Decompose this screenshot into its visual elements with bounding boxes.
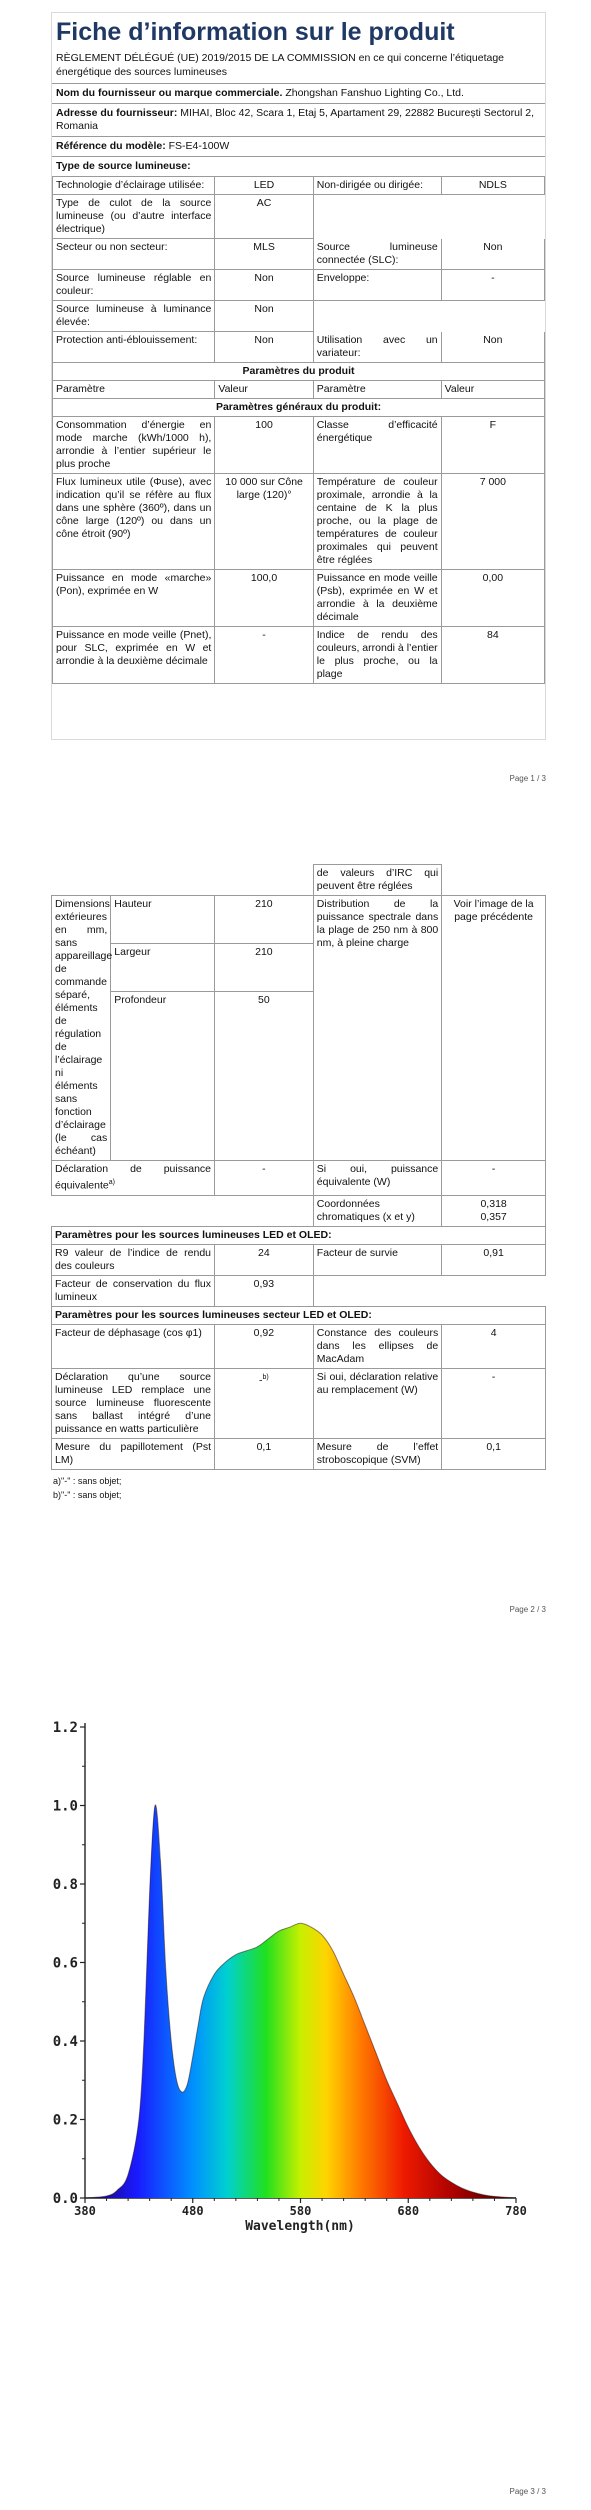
cell-value: 0,00: [441, 570, 544, 627]
y-tick-label: 1.2: [52, 1720, 78, 1736]
table-row: [53, 570, 545, 627]
cell-label: Classe d’efficacité énergétique: [313, 417, 441, 474]
cell-label: Source lumineuse réglable en couleur:: [53, 270, 215, 301]
cell-label: Puissance en mode «marche» (Pon), exprimée en W: [53, 570, 215, 627]
dimension-depth-label: Profondeur: [111, 992, 215, 1161]
supplier-name-row: [52, 83, 545, 103]
cell-empty: [52, 1195, 314, 1226]
y-tick-label: 0.6: [52, 1955, 78, 1972]
supplier-address-row: [52, 103, 545, 136]
model-label: Référence du modèle:: [56, 140, 166, 152]
equivalent-power-if-value: -: [442, 1161, 546, 1196]
replacement-value-text: -: [259, 1374, 263, 1386]
cell-value: 7 000: [441, 474, 544, 570]
cell-label: Enveloppe:: [313, 270, 441, 301]
y-ticks: [53, 1720, 85, 2207]
dimension-height-label: Hauteur: [111, 896, 215, 944]
x-tick-label: 380: [74, 2204, 96, 2218]
y-tick-label: 0.4: [52, 2034, 78, 2050]
power-factor-label: Facteur de déphasage (cos φ1): [52, 1324, 215, 1368]
page-number: Page 2 / 3: [509, 1605, 546, 1614]
flicker-label: Mesure du papillotement (Pst LM): [52, 1438, 215, 1469]
cell-empty: [52, 865, 314, 896]
chromaticity-y: 0,357: [480, 1210, 507, 1223]
cell-value: 100: [215, 417, 313, 474]
equivalent-power-value: -: [215, 1161, 314, 1196]
flicker-value: 0,1: [215, 1438, 314, 1469]
table-row: [52, 896, 546, 944]
cell-value: NDLS: [441, 177, 544, 195]
mains-params-header: Paramètres pour les sources lumineuses secteur LED et OLED:: [52, 1306, 546, 1324]
dimensions-label: Dimensions extérieures en mm, sans appareillage de commande séparé, éléments de régulation de l’éclairage ni éléments sans fonction d’éclairage (le cas échéant): [52, 896, 111, 1161]
cell-empty: [442, 865, 546, 896]
chromaticity-value: [442, 1195, 546, 1226]
footnote-b: b)"-" : sans objet;: [53, 1489, 122, 1500]
source-type-header: Type de source lumineuse:: [52, 156, 545, 176]
table-row: [53, 301, 545, 332]
dimension-height-value: 210: [215, 896, 314, 944]
flux-maintenance-label: Facteur de conservation du flux lumineux: [52, 1275, 215, 1306]
column-header-param: Paramètre: [313, 381, 441, 399]
page-number: Page 1 / 3: [509, 774, 546, 783]
equivalent-power-label: [52, 1161, 215, 1196]
cri-continued: de valeurs d’IRC qui peuvent être réglées: [313, 865, 441, 896]
cell-value: Non: [215, 301, 313, 332]
footnote-ref-b: b): [262, 1373, 269, 1381]
flux-maintenance-value: 0,93: [215, 1275, 314, 1306]
model-value: FS-E4-100W: [168, 140, 230, 152]
replacement-value: [215, 1368, 314, 1438]
x-axis-label: Wavelength(nm): [245, 2219, 355, 2234]
r9-label: R9 valeur de l’indice de rendu des couleurs: [52, 1244, 215, 1275]
table-row: [53, 239, 545, 270]
cell-label: Non-dirigée ou dirigée:: [313, 177, 441, 195]
table-row: [53, 399, 545, 417]
table-row: [53, 417, 545, 474]
table-row: [53, 270, 545, 301]
survival-factor-value: 0,91: [442, 1244, 546, 1275]
spectral-distribution-label: Distribution de la puissance spectrale dans la plage de 250 nm à 800 nm, à pleine charge: [313, 896, 441, 1161]
product-information-sheet: [51, 12, 546, 740]
column-header-value: Valeur: [441, 381, 544, 399]
dimension-depth-value: 50: [215, 992, 314, 1161]
table-row: [52, 1195, 546, 1226]
y-tick-label: 0.2: [52, 2112, 78, 2129]
product-information-sheet-continued: [51, 864, 546, 1500]
equivalent-power-if-label: Si oui, puissance équivalente (W): [313, 1161, 441, 1196]
params-header: Paramètres du produit: [53, 363, 545, 381]
cell-value: 10 000 sur Cône large (120)°: [215, 474, 313, 570]
stroboscopic-label: Mesure de l’effet stroboscopique (SVM): [313, 1438, 441, 1469]
general-params-header: Paramètres généraux du produit:: [53, 399, 545, 417]
params-table-continued: [51, 864, 546, 1470]
dimension-width-label: Largeur: [111, 944, 215, 992]
macadam-label: Constance des couleurs dans les ellipses de MacAdam: [313, 1324, 441, 1368]
table-row: [53, 627, 545, 684]
y-tick-label: 1.0: [52, 1798, 78, 1815]
cell-value: 84: [441, 627, 544, 684]
cell-label: Consommation d’énergie en mode marche (kWh/1000 h), arrondie à l’entier supérieur le plus proche: [53, 417, 215, 474]
led-params-header: Paramètres pour les sources lumineuses LED et OLED:: [52, 1226, 546, 1244]
cell-empty: [313, 195, 544, 239]
y-tick-label: 0.0: [52, 2191, 78, 2207]
spectral-distribution-chart: [0, 1665, 591, 2465]
cell-label: Source lumineuse connectée (SLC):: [313, 239, 441, 270]
dimension-width-value: 210: [215, 944, 314, 992]
table-row: [52, 1244, 546, 1275]
cell-value: Non: [441, 332, 544, 363]
table-header-row: [53, 381, 545, 399]
cell-label: Flux lumineux utile (Φuse), avec indication qu’il se réfère au flux dans une sphère (360º), dans un cône large (120º) ou dans un cône étroit (90º): [53, 474, 215, 570]
x-ticks: [74, 2198, 527, 2218]
cell-label: Puissance en mode veille (Pnet), pour SLC, exprimée en W et arrondie à la deuxième décimale: [53, 627, 215, 684]
table-row: [52, 865, 546, 896]
cell-empty: [313, 1275, 545, 1306]
page-title: Fiche d’information sur le produit: [56, 18, 455, 46]
cell-label: Technologie d’éclairage utilisée:: [53, 177, 215, 195]
cell-label: Puissance en mode veille (Psb), exprimée en W et arrondie à la deuxième décimale: [313, 570, 441, 627]
r9-value: 24: [215, 1244, 314, 1275]
cell-label: Source lumineuse à luminance élevée:: [53, 301, 215, 332]
equivalent-power-text: Déclaration de puissance équivalente: [55, 1163, 211, 1192]
x-tick-label: 480: [181, 2204, 204, 2218]
cell-label: Secteur ou non secteur:: [53, 239, 215, 270]
x-tick-label: 780: [505, 2204, 527, 2218]
cell-value: AC: [215, 195, 313, 239]
cell-value: -: [441, 270, 544, 301]
cell-value: Non: [215, 270, 313, 301]
cell-value: -: [215, 627, 313, 684]
source-type-table: [52, 176, 545, 684]
column-header-param: Paramètre: [53, 381, 215, 399]
cell-value: Non: [441, 239, 544, 270]
cell-empty: [313, 301, 544, 332]
cell-value: MLS: [215, 239, 313, 270]
chromaticity-x: 0,318: [480, 1197, 507, 1210]
column-header-value: Valeur: [215, 381, 313, 399]
page-3: [0, 1665, 591, 2510]
cell-label: Utilisation avec un variateur:: [313, 332, 441, 363]
table-row: [53, 332, 545, 363]
footnotes: [51, 1470, 546, 1506]
cell-label: Type de culot de la source lumineuse (ou d’autre interface électrique): [53, 195, 215, 239]
survival-factor-label: Facteur de survie: [313, 1244, 441, 1275]
replacement-label: Déclaration qu’une source lumineuse LED remplace une source lumineuse fluorescente sans ballast intégré d’une puissance en watts particulière: [52, 1368, 215, 1438]
cell-label: Indice de rendu des couleurs, arrondi à l’entier le plus proche, ou la plage: [313, 627, 441, 684]
cell-value: LED: [215, 177, 313, 195]
supplier-address-value: MIHAI, Bloc 42, Scara 1, Etaj 5, Apartament 29, 22882 București Sectorul 2, Romania: [56, 107, 534, 132]
macadam-value: 4: [442, 1324, 546, 1368]
table-row: [52, 1275, 546, 1306]
supplier-name-value: Zhongshan Fanshuo Lighting Co., Ltd.: [285, 87, 464, 99]
cell-label: Protection anti-éblouissement:: [53, 332, 215, 363]
x-tick-label: 580: [289, 2204, 312, 2218]
replacement-if-label: Si oui, déclaration relative au remplacement (W): [313, 1368, 441, 1438]
power-factor-value: 0,92: [215, 1324, 314, 1368]
table-row: [53, 474, 545, 570]
cell-value: Non: [215, 332, 313, 363]
table-row: [52, 1324, 546, 1368]
spectrum-area: [85, 1805, 516, 2198]
table-row: [52, 1368, 546, 1438]
spectral-distribution-value: Voir l’image de la page précédente: [442, 896, 546, 1161]
page-2: [0, 830, 591, 1665]
footnote-ref-a: a): [108, 1179, 115, 1186]
supplier-name-label: Nom du fournisseur ou marque commerciale.: [56, 87, 283, 99]
model-row: [52, 136, 545, 156]
regulation-text: RÈGLEMENT DÉLÉGUÉ (UE) 2019/2015 DE LA COMMISSION en ce qui concerne l’étiquetage énergétique des sources lumineuses: [56, 52, 505, 78]
table-row: [53, 177, 545, 195]
table-row: [52, 1161, 546, 1196]
cell-value: F: [441, 417, 544, 474]
table-row: [53, 363, 545, 381]
page-number: Page 3 / 3: [509, 2487, 546, 2496]
table-row: [53, 195, 545, 239]
stroboscopic-value: 0,1: [442, 1438, 546, 1469]
table-row: [52, 1226, 546, 1244]
replacement-if-value: -: [442, 1368, 546, 1438]
cell-value: 100,0: [215, 570, 313, 627]
cell-label: Température de couleur proximale, arrondie à la centaine de K la plus proche, ou la plage de températures de couleur proximales qui peuvent être réglées: [313, 474, 441, 570]
x-tick-label: 680: [397, 2204, 420, 2218]
supplier-address-label: Adresse du fournisseur:: [56, 107, 178, 119]
chromaticity-label: Coordonnées chromatiques (x et y): [313, 1195, 441, 1226]
page-1: [0, 0, 591, 800]
table-row: [52, 1438, 546, 1469]
footnote-a: a)"-" : sans objet;: [53, 1475, 122, 1486]
y-tick-label: 0.8: [52, 1877, 78, 1893]
table-row: [52, 1306, 546, 1324]
